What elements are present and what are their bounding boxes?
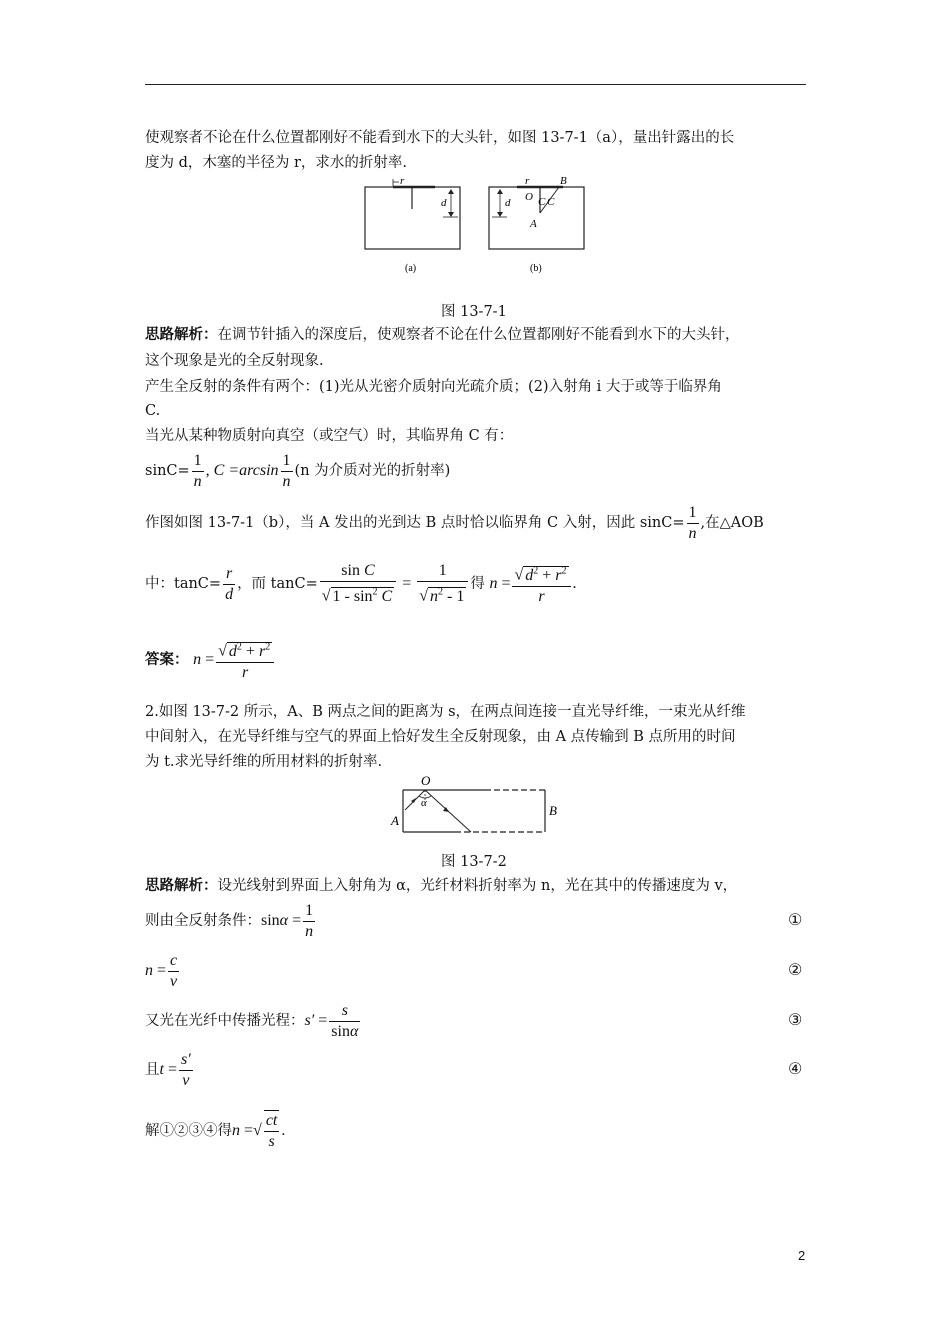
- equation-3: 又光在光纤中传播光程：s′ = $\frac{s}{\sin\alpha}$: [145, 1001, 359, 1040]
- solution1-line5: 当光从某种物质射向真空（或空气）时，其临界角 C 有：: [145, 428, 514, 444]
- header-rule: [145, 84, 806, 85]
- fig1a-caption: (a): [405, 263, 417, 274]
- problem2-line1: 2.如图 13-7-2 所示，A、B 两点之间的距离为 s，在两点间连接一直光导纤维，一束光从纤维: [145, 704, 746, 720]
- solution1-line4: C.: [145, 403, 161, 419]
- page-number: 2: [798, 1248, 806, 1263]
- fig1b-A-label: A: [530, 218, 537, 230]
- figure-13-7-1: [355, 175, 600, 280]
- fig2-B-label: B: [549, 803, 557, 818]
- solution-label: 思路解析：: [145, 326, 218, 343]
- solution1-line3: 产生全反射的条件有两个：(1)光从光密介质射向光疏介质；(2)入射角 i 大于或等于临界角: [145, 379, 722, 395]
- solution1-line1: 思路解析：在调节针插入的深度后，使观察者不论在什么位置都刚好不能看到水下的大头针，: [145, 326, 740, 343]
- figure1-caption: 图 13-7-1: [441, 304, 507, 320]
- solution1-line2: 这个现象是光的全反射现象.: [145, 353, 324, 369]
- equation-4: 且t = $\frac{s'}{v}$: [145, 1050, 191, 1089]
- fig1b-r-label: r: [525, 175, 530, 187]
- solution1-line7: 中：tanC= $\frac{r}{d}$ ，而 tanC= $\frac{\text{sin C}}{√ 1 - \sin^2 C}$ = $\frac{1}{√ n^2 - 1}$ 得 n = $\frac{√ d^2 + r^2}{r}$ .: [145, 562, 577, 605]
- problem1-line1: 使观察者不论在什么位置都刚好不能看到水下的大头针，如图 13-7-1（a），量出针露出的长: [145, 130, 735, 146]
- fig2-A-label: A: [391, 813, 399, 828]
- solution1-line6: 作图如图 13-7-1（b），当 A 发出的光到达 B 点时恰以临界角 C 入射，因此 sinC= $\frac{1}{n}$ ,在△AOB: [145, 503, 764, 542]
- figure-b: [489, 175, 585, 274]
- mark-4: ④: [788, 1059, 803, 1078]
- fig1b-d-label: d: [505, 197, 511, 209]
- problem1-line2: 度为 d，木塞的半径为 r，求水的折射率.: [145, 155, 408, 171]
- fig1b-B-label: B: [560, 175, 567, 187]
- solution2-line1: 思路解析：设光线射到界面上入射角为 α，光纤材料折射率为 n，光在其中的传播速度为 v，: [145, 877, 738, 894]
- equation-1: 则由全反射条件：sinα = $\frac{1}{n}$: [145, 901, 314, 940]
- answer1: 答案： n = $\frac{√ d^2 + r^2}{r}$: [145, 632, 276, 688]
- mark-3: ③: [788, 1010, 803, 1029]
- fig2-alpha-label: α: [421, 797, 427, 809]
- final-result: 解①②③④得n =√ $\frac{ct}{s}$ .: [145, 1112, 286, 1150]
- mark-2: ②: [788, 960, 803, 979]
- figure2-caption: 图 13-7-2: [441, 854, 507, 870]
- fig2-O-label: O: [421, 773, 431, 788]
- fig1a-r-label: r: [400, 175, 405, 187]
- problem2-line3: 为 t.求光导纤维的所用材料的折射率.: [145, 754, 383, 770]
- figure-a: [365, 175, 460, 274]
- mark-1: ①: [788, 910, 803, 929]
- fig1a-d-label: d: [441, 197, 447, 209]
- equation-critical-angle: sinC= $\frac{1}{n}$ , C =arcsin $\frac{1}{n}$ (n 为介质对光的折射率): [145, 451, 451, 490]
- fig1b-C2-label: C: [547, 196, 555, 208]
- fig1b-caption: (b): [530, 263, 542, 274]
- problem2-line2: 中间射入，在光导纤维与空气的界面上恰好发生全反射现象，由 A 点传输到 B 点所用的时间: [145, 729, 736, 745]
- figure-13-7-2: [385, 770, 570, 840]
- fig1b-C1-label: C: [538, 196, 546, 208]
- equation-2: n = $\frac{c}{v}$: [145, 951, 178, 990]
- fig1b-O-label: O: [525, 191, 533, 203]
